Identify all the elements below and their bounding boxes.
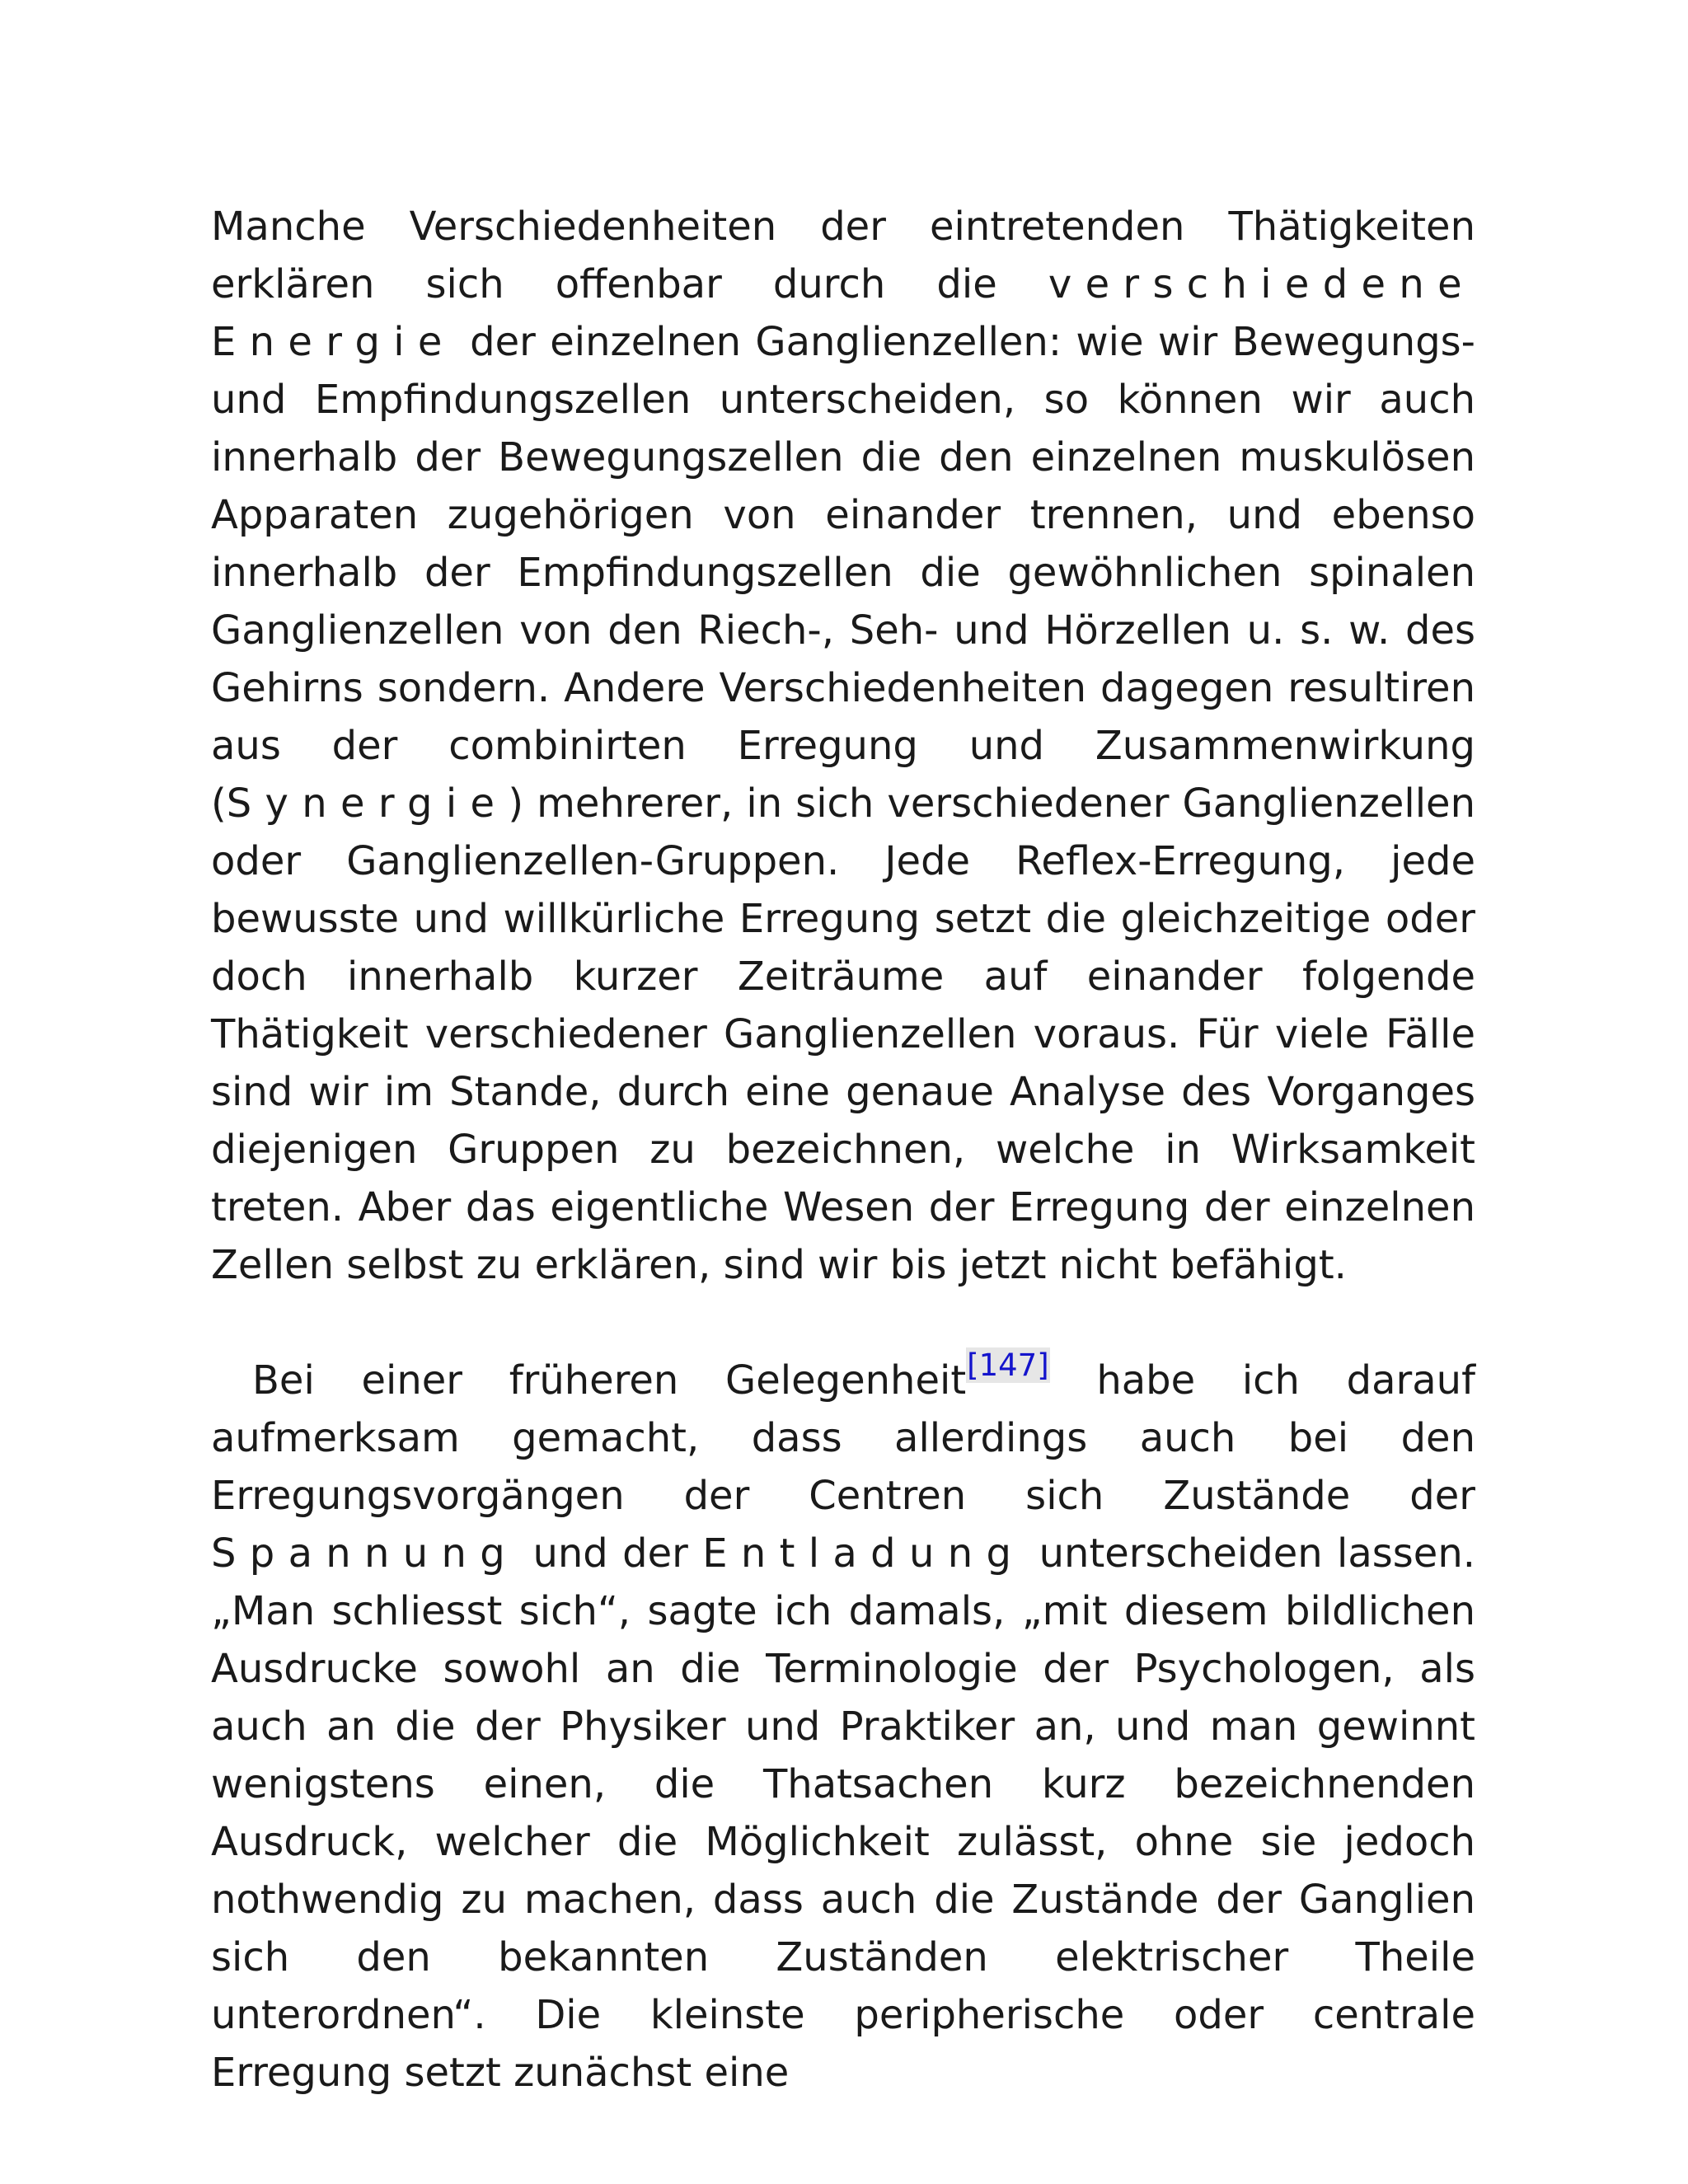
paragraph-1 xyxy=(211,198,1475,1294)
text-run: und der xyxy=(518,1530,703,1577)
spaced-emphasis-text: Entladung xyxy=(702,1530,1025,1577)
text-run: ) mehrerer, in sich verschiedener Ganglienzellen oder Ganglienzellen-Gruppen. Jede Reflex-Erregung, jede bewusste und willkürliche Erregung setzt die gleichzeitige oder doch innerhalb kurzer Zeiträume auf einander folgende Thätigkeit verschiedener Ganglienzellen voraus. Für viele Fälle sind wir im Stande, durch eine genaue Analyse des Vorganges diejenigen Gruppen zu bezeichnen, welche in Wirksamkeit treten. Aber das eigentliche Wesen der Erregung der einzelnen Zellen selbst zu erklären, sind wir bis jetzt nicht befähigt. xyxy=(211,780,1475,1288)
text-run: Manche Verschiedenheiten der eintretenden Thätigkeiten erklären sich offenbar durch die xyxy=(211,204,1475,307)
text-run: habe ich darauf aufmerksam gemacht, dass allerdings auch bei den Erregungsvorgängen der Centren sich Zustände der xyxy=(211,1357,1475,1519)
footnote-link[interactable]: [147] xyxy=(967,1347,1049,1383)
spaced-emphasis-text: Synergie xyxy=(226,780,509,827)
spaced-emphasis-text: Spannung xyxy=(211,1530,519,1577)
text-run: der einzelnen Ganglienzellen: wie wir Bewegungs- und Empfindungszellen unterscheiden, so können wir auch innerhalb der Bewegungszellen die den einzelnen muskulösen Apparaten zugehörigen von einander trennen, und ebenso innerhalb der Empfindungszellen die gewöhnlichen spinalen Ganglienzellen von den Riech-, Seh- und Hörzellen u. s. w. des Gehirns sondern. Andere Verschiedenheiten dagegen resultiren aus der combinirten Erregung und Zusammenwirkung ( xyxy=(211,319,1475,827)
text-run: unterscheiden lassen. „Man schliesst sich“, sagte ich damals, „mit diesem bildlichen Ausdrucke sowohl an die Terminologie der Psychologen, als auch an die der Physiker und Praktiker an, und man gewinnt wenigstens einen, die Thatsachen kurz bezeichnenden Ausdruck, welcher die Möglichkeit zulässt, ohne sie jedoch nothwendig zu machen, dass auch die Zustände der Ganglien sich den bekannten Zuständen elektrischer Theile unterordnen“. Die kleinste peripherische oder centrale Erregung setzt zunächst eine xyxy=(211,1530,1475,2096)
paragraph-2 xyxy=(211,1347,1475,2102)
spaced-emphasis-text: verschiedene Energie xyxy=(211,261,1475,365)
document-page xyxy=(211,198,1475,2102)
text-run: Bei einer früheren Gelegenheit xyxy=(252,1357,967,1404)
